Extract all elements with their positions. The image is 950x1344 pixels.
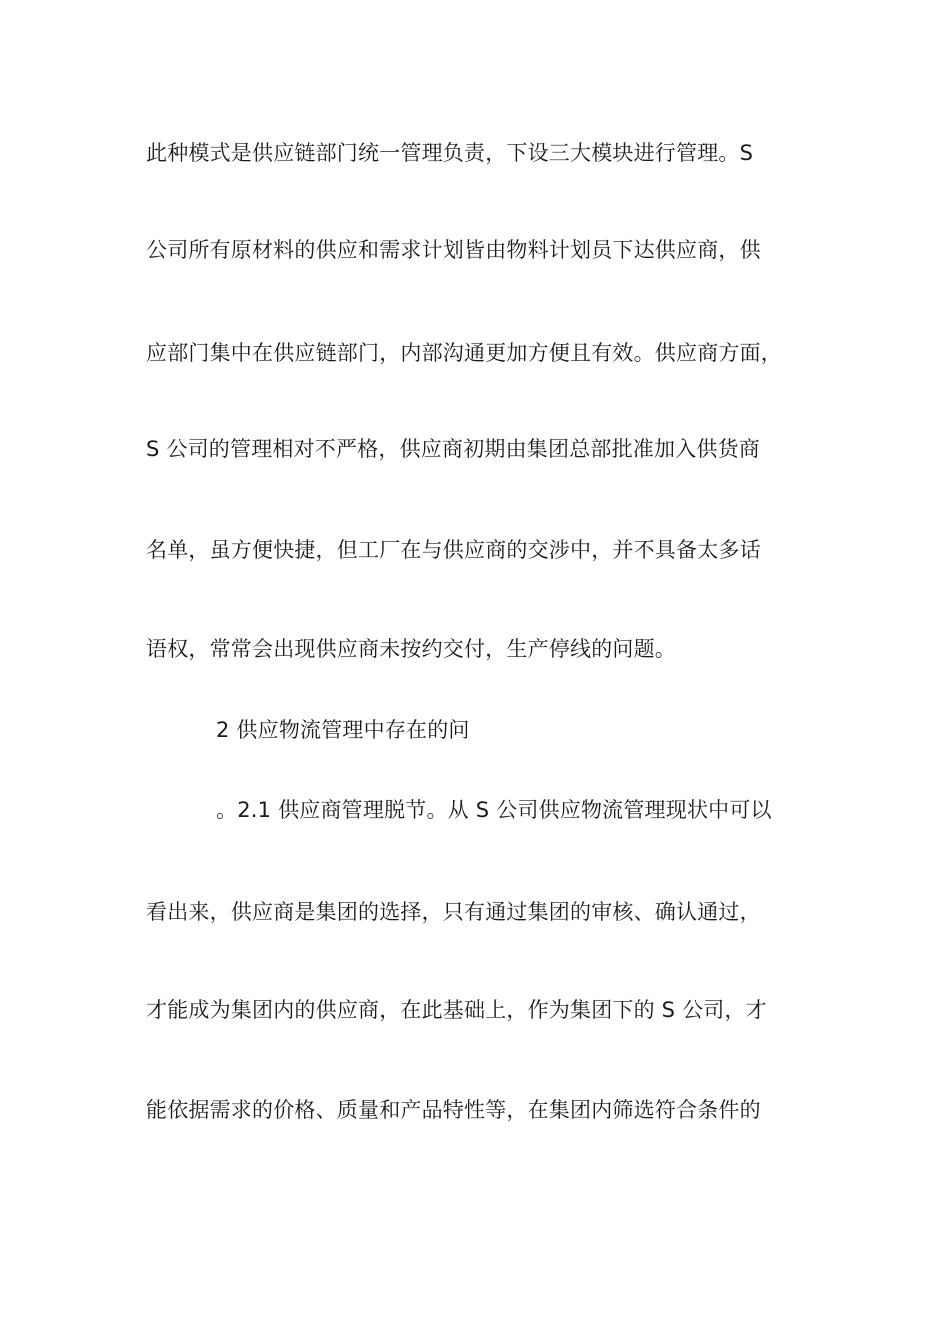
paragraph-line: 能依据需求的价格、质量和产品特性等，在集团内筛选符合条件的: [146, 1098, 761, 1122]
paragraph-line: 才能成为集团内的供应商，在此基础上，作为集团下的 S 公司，才: [146, 998, 767, 1022]
paragraph-line: 看出来，供应商是集团的选择，只有通过集团的审核、确认通过，: [146, 900, 761, 924]
paragraph-line: 语权，常常会出现供应商未按约交付，生产停线的问题。: [146, 637, 676, 661]
paragraph-line: 公司所有原材料的供应和需求计划皆由物料计划员下达供应商，供: [146, 238, 761, 262]
paragraph-line: 名单，虽方便快捷，但工厂在与供应商的交涉中，并不具备太多话: [146, 538, 761, 562]
paragraph-line: S 公司的管理相对不严格，供应商初期由集团总部批准加入供货商: [146, 437, 761, 461]
section-heading: 2 供应物流管理中存在的问: [216, 718, 470, 742]
paragraph-line: 应部门集中在供应链部门，内部沟通更加方便且有效。供应商方面，: [146, 341, 782, 365]
paragraph-line: 。2.1 供应商管理脱节。从 S 公司供应物流管理现状中可以: [216, 798, 772, 822]
paragraph-line: 此种模式是供应链部门统一管理负责，下设三大模块进行管理。S: [146, 141, 754, 165]
